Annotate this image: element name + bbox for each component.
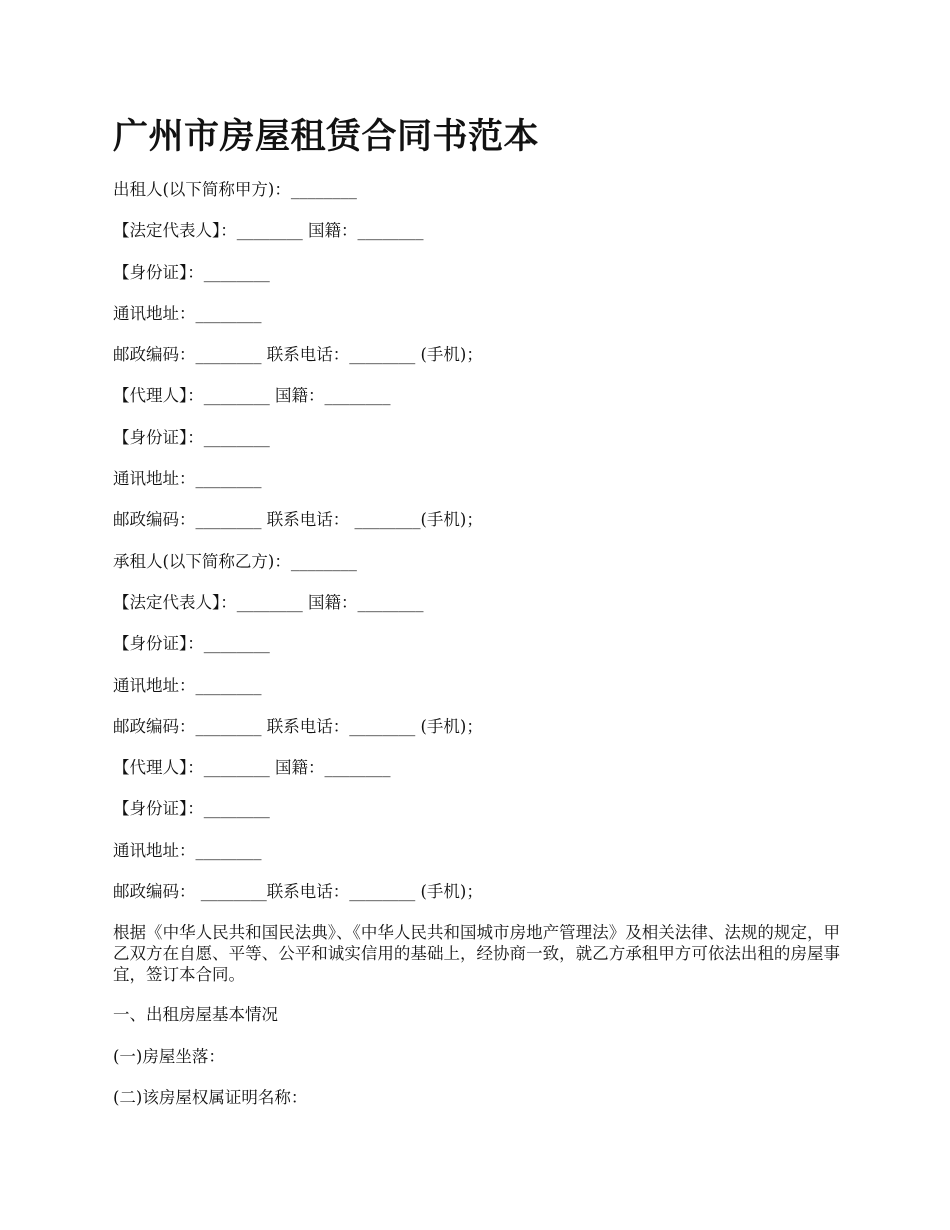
party-line: 出租人(以下简称甲方)：________ (113, 180, 357, 199)
party-line: 通讯地址：________ (113, 469, 262, 489)
party-info-block (113, 179, 840, 903)
document-page (113, 112, 840, 1128)
party-line: 承租人(以下简称乙方)：________ (113, 551, 357, 571)
party-line: 【代理人】：________ 国籍：________ (113, 758, 391, 778)
preamble-paragraph: 根据《中华人民共和国民法典》、《中华人民共和国城市房地产管理法》及相关法律、法规的规定，甲乙双方在自愿、平等、公平和诚实信用的基础上，经协商一致，就乙方承租甲方可依法出租的房屋事宜，签订本合同。 (113, 923, 840, 985)
party-line: 邮政编码：________ 联系电话： ________(手机)； (113, 510, 483, 530)
document-title: 广州市房屋租赁合同书范本 (113, 116, 540, 157)
party-line: 【代理人】：________ 国籍：________ (113, 386, 391, 406)
party-line: 【法定代表人】：________ 国籍：________ (113, 592, 424, 612)
section-heading: 一、出租房屋基本情况 (113, 1005, 278, 1025)
party-line: 邮政编码：________ 联系电话：________ (手机)； (113, 716, 483, 736)
party-line: 邮政编码：________ 联系电话：________ (手机)； (113, 345, 483, 365)
party-line: 通讯地址：________ (113, 303, 262, 323)
party-line: 【法定代表人】：________ 国籍：________ (113, 221, 424, 241)
party-line: 邮政编码： ________联系电话：________ (手机)； (113, 882, 483, 902)
party-line: 【身份证】：________ (113, 799, 270, 819)
clause-item: (一)房屋坐落： (113, 1046, 225, 1066)
party-line: 【身份证】：________ (113, 427, 270, 447)
party-line: 通讯地址：________ (113, 840, 262, 860)
clause-item: (二)该房屋权属证明名称： (113, 1087, 308, 1107)
party-line: 通讯地址：________ (113, 675, 262, 695)
party-line: 【身份证】：________ (113, 262, 270, 282)
party-line: 【身份证】：________ (113, 634, 270, 654)
